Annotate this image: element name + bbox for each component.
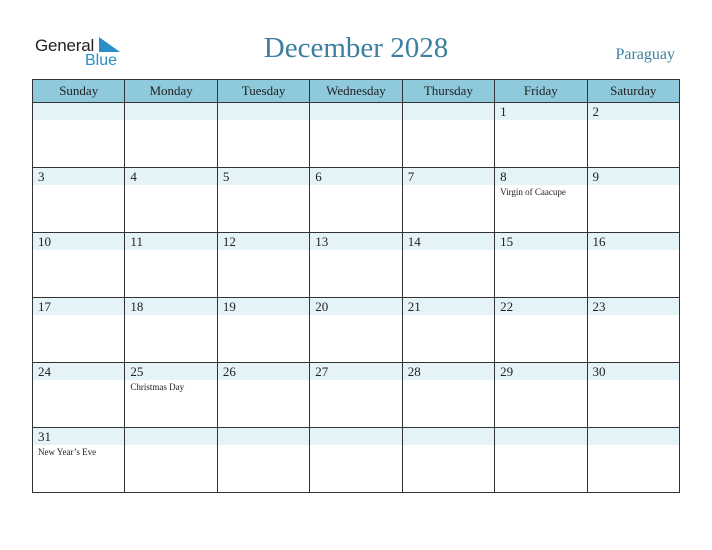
day-cell-band	[310, 428, 401, 445]
day-number: 14	[407, 234, 421, 249]
day-cell	[125, 103, 217, 168]
day-number: 30	[592, 364, 606, 379]
weekday-saturday: Saturday	[587, 80, 679, 103]
day-cell	[33, 298, 125, 363]
day-number: 23	[592, 299, 606, 314]
day-cell-band	[588, 103, 679, 120]
day-cell	[33, 363, 125, 428]
day-cell	[310, 298, 402, 363]
day-cell	[33, 428, 125, 493]
day-number: 13	[315, 234, 329, 249]
logo-blue-text: Blue	[85, 52, 118, 69]
day-cell	[402, 298, 494, 363]
day-cell	[402, 233, 494, 298]
day-cell	[310, 233, 402, 298]
day-number: 4	[130, 169, 137, 184]
logo-general-text: General	[35, 36, 95, 55]
day-number: 21	[407, 299, 421, 314]
day-cell	[587, 103, 679, 168]
day-number: 10	[38, 234, 51, 249]
day-cell	[495, 103, 587, 168]
day-number: 8	[500, 169, 507, 184]
page-title: December 2028	[263, 32, 449, 64]
weekday-friday: Friday	[495, 80, 587, 103]
day-cell	[33, 103, 125, 168]
day-cell-band	[125, 168, 216, 185]
day-cell	[402, 103, 494, 168]
day-cell-band	[403, 168, 494, 185]
day-number: 6	[315, 169, 322, 184]
day-cell	[402, 363, 494, 428]
week-row	[33, 428, 680, 493]
day-cell-band	[403, 103, 494, 120]
week-row	[33, 233, 680, 298]
day-cell-band	[495, 168, 586, 185]
day-cell	[125, 233, 217, 298]
weekday-wednesday: Wednesday	[310, 80, 402, 103]
day-cell	[217, 168, 309, 233]
day-number: 22	[500, 299, 514, 314]
calendar-body	[33, 103, 680, 493]
day-cell-band	[310, 103, 401, 120]
day-cell	[495, 298, 587, 363]
day-number: 26	[222, 364, 236, 379]
day-number: 9	[592, 169, 600, 184]
day-number: 12	[222, 234, 236, 249]
day-number: 20	[315, 299, 329, 314]
day-cell	[310, 168, 402, 233]
weekday-header-row	[33, 80, 680, 103]
day-cell-band	[588, 168, 679, 185]
day-cell	[402, 168, 494, 233]
day-cell	[125, 298, 217, 363]
day-cell	[587, 168, 679, 233]
day-cell	[310, 103, 402, 168]
day-cell	[495, 428, 587, 493]
day-number: 15	[500, 234, 514, 249]
day-cell	[125, 428, 217, 493]
country-label: Paraguay	[615, 46, 675, 63]
day-cell	[310, 363, 402, 428]
day-number: 16	[592, 234, 606, 249]
day-cell	[33, 233, 125, 298]
day-cell	[217, 103, 309, 168]
day-number: 24	[38, 364, 51, 379]
day-number: 27	[315, 364, 329, 379]
day-cell-band	[33, 103, 124, 120]
weekday-tuesday: Tuesday	[217, 80, 309, 103]
day-cell-band	[495, 428, 586, 445]
day-cell-band	[125, 103, 216, 120]
weekday-monday: Monday	[125, 80, 217, 103]
holiday-label: New Year’s Eve	[38, 447, 97, 457]
day-number: 2	[592, 104, 600, 119]
day-cell	[33, 168, 125, 233]
week-row	[33, 363, 680, 428]
holiday-label: Christmas Day	[130, 382, 185, 392]
day-number: 29	[500, 364, 514, 379]
day-cell-band	[310, 168, 401, 185]
day-cell	[495, 233, 587, 298]
day-cell-band	[33, 168, 124, 185]
day-cell	[217, 298, 309, 363]
week-row	[33, 168, 680, 233]
day-number: 19	[222, 299, 236, 314]
day-cell	[587, 233, 679, 298]
day-cell-band	[218, 428, 309, 445]
day-cell	[125, 168, 217, 233]
day-number: 31	[38, 429, 51, 444]
day-cell	[125, 363, 217, 428]
calendar-grid	[32, 79, 680, 493]
day-cell	[217, 363, 309, 428]
holiday-label: Virgin of Caacupe	[500, 187, 566, 197]
weekday-thursday: Thursday	[402, 80, 494, 103]
day-cell-band	[588, 428, 679, 445]
day-cell	[587, 428, 679, 493]
day-cell	[402, 428, 494, 493]
day-number: 7	[407, 169, 415, 184]
day-number: 25	[130, 364, 144, 379]
day-cell-band	[218, 168, 309, 185]
day-number: 28	[407, 364, 421, 379]
day-cell-band	[403, 428, 494, 445]
day-cell-band	[218, 103, 309, 120]
day-cell-band	[495, 103, 586, 120]
day-number: 17	[38, 299, 51, 314]
day-cell	[217, 428, 309, 493]
day-cell	[310, 428, 402, 493]
week-row	[33, 103, 680, 168]
day-number: 18	[130, 299, 144, 314]
day-number: 11	[130, 234, 143, 249]
day-cell	[495, 168, 587, 233]
day-number: 5	[222, 169, 230, 184]
day-cell-band	[125, 428, 216, 445]
weekday-sunday: Sunday	[33, 80, 125, 103]
day-number: 3	[38, 169, 45, 184]
day-cell	[587, 298, 679, 363]
day-cell	[495, 363, 587, 428]
week-row	[33, 298, 680, 363]
day-number: 1	[500, 104, 507, 119]
day-cell	[587, 363, 679, 428]
day-cell	[217, 233, 309, 298]
